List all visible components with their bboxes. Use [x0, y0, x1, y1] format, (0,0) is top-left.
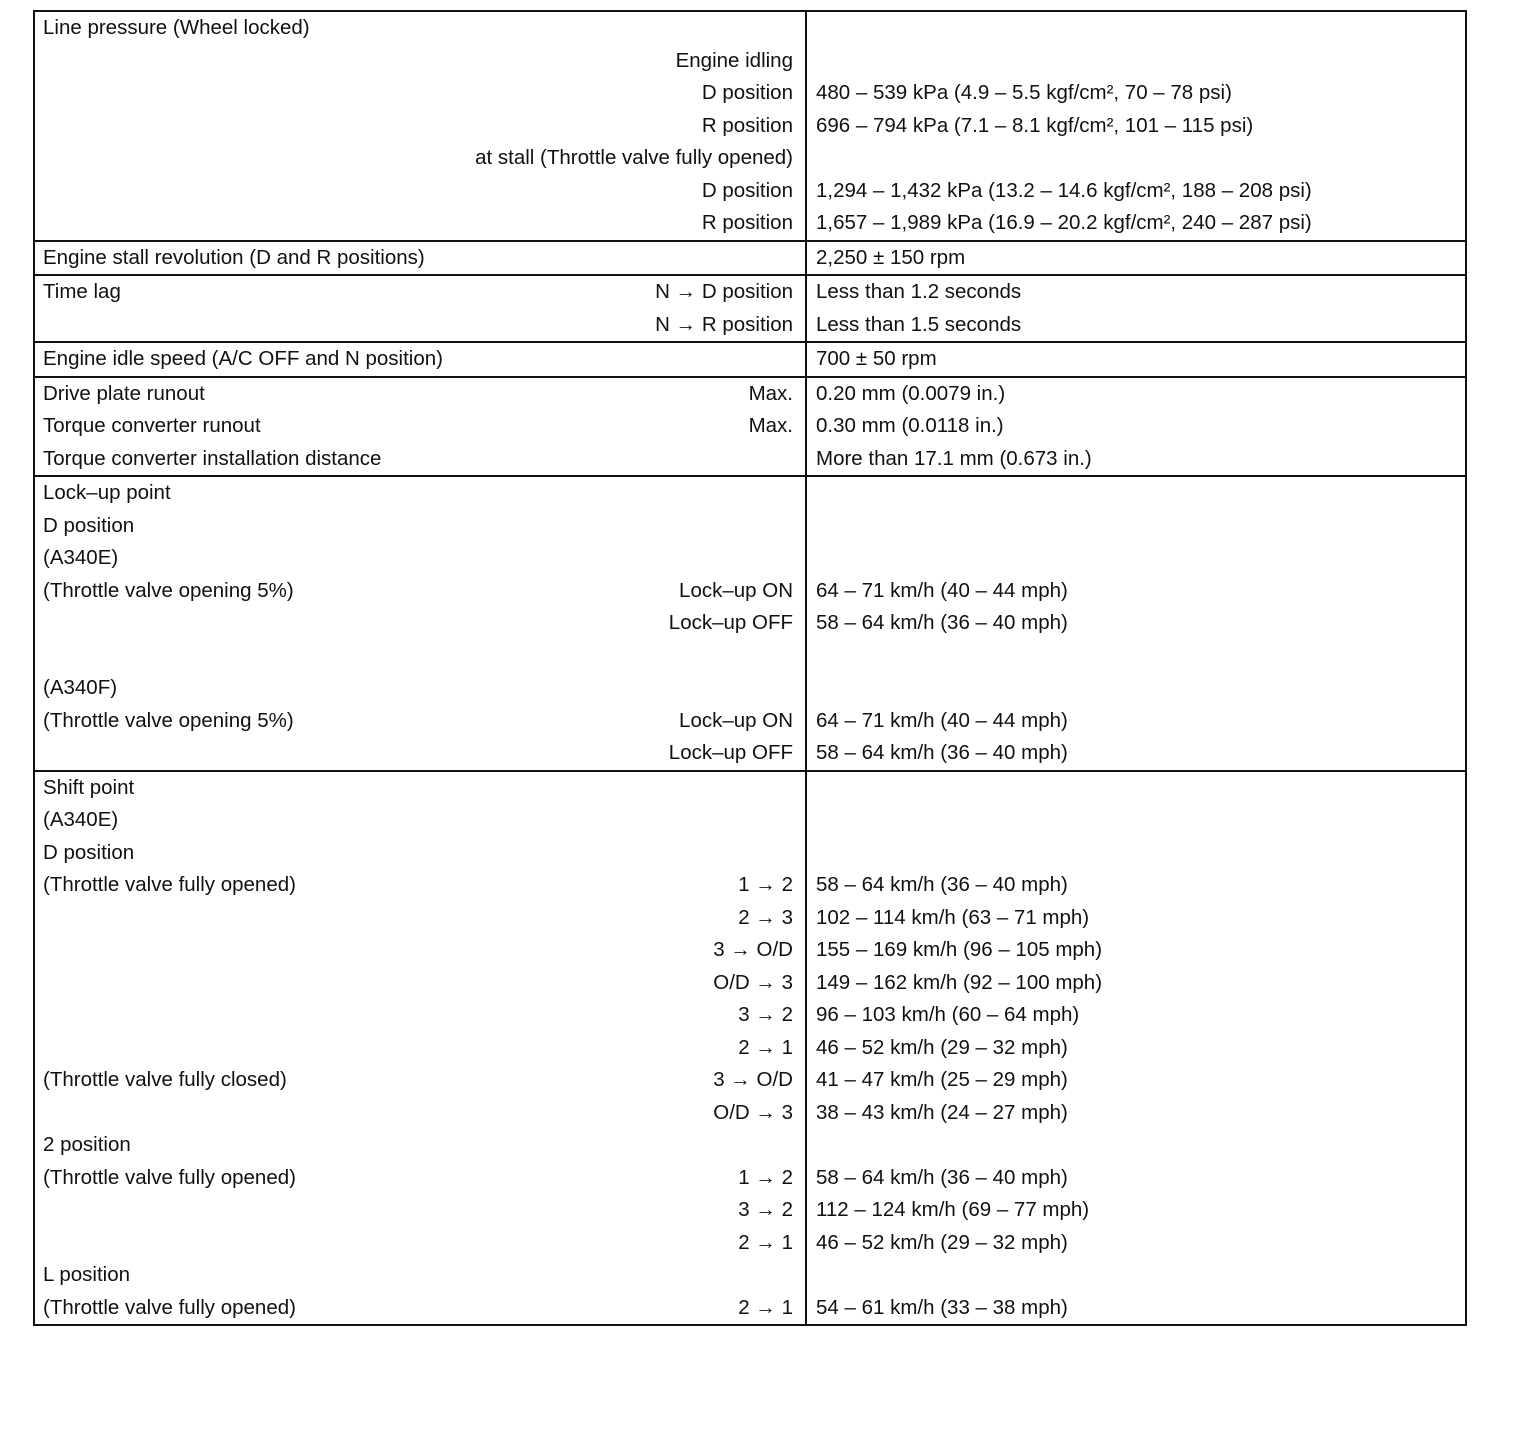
spec-item-label: Lock–up point — [43, 481, 171, 504]
spec-label-line — [43, 443, 793, 476]
spec-value: Less than 1.2 seconds — [816, 280, 1022, 303]
spec-value-line — [816, 1227, 1457, 1260]
spec-value-line — [816, 902, 1457, 935]
spec-value: 64 – 71 km/h (40 – 44 mph) — [816, 708, 1068, 732]
spec-value-line — [816, 772, 1457, 805]
spec-value: Less than 1.5 seconds — [816, 312, 1022, 336]
spec-value: 696 – 794 kPa (7.1 – 8.1 kgf/cm², 101 – 115 psi) — [816, 113, 1254, 137]
spec-label-line — [43, 672, 793, 705]
spec-value-line — [816, 110, 1457, 143]
spec-condition-label: Max. — [748, 381, 793, 405]
spec-label-line — [43, 410, 793, 443]
spec-label-line — [43, 804, 793, 837]
spec-label-line — [43, 1292, 793, 1325]
spec-condition-label: D position — [701, 178, 793, 202]
spec-label-cell — [35, 378, 807, 476]
spec-label-cell — [35, 12, 807, 240]
spec-value-cell — [807, 378, 1465, 476]
spec-section — [35, 475, 1465, 770]
spec-value: 1,657 – 1,989 kPa (16.9 – 20.2 kgf/cm², 240 – 287 psi) — [816, 211, 1312, 234]
spec-condition-label: 2 → 1 — [738, 1035, 793, 1059]
spec-label-line — [43, 1064, 793, 1097]
spec-section — [35, 376, 1465, 476]
spec-label-line — [43, 77, 793, 110]
spec-label-line — [43, 999, 793, 1032]
spec-condition-label: 2 → 3 — [738, 905, 793, 929]
spec-condition-label: 3 → 2 — [738, 1003, 793, 1026]
spec-section — [35, 12, 1465, 240]
spec-value: 0.20 mm (0.0079 in.) — [816, 381, 1006, 405]
spec-condition-label: O/D → 3 — [713, 1100, 793, 1124]
spec-value: 38 – 43 km/h (24 – 27 mph) — [816, 1100, 1068, 1124]
spec-value-line — [816, 804, 1457, 837]
spec-label-line — [43, 477, 793, 510]
spec-label-line — [43, 640, 793, 673]
spec-label-line — [43, 309, 793, 342]
spec-value-cell — [807, 12, 1465, 240]
spec-label-line — [43, 1032, 793, 1065]
spec-condition-label: at stall (Throttle valve fully opened) — [475, 146, 793, 169]
spec-value: 54 – 61 km/h (33 – 38 mph) — [816, 1295, 1068, 1319]
spec-value-line — [816, 1194, 1457, 1227]
spec-label-cell — [35, 343, 807, 376]
spec-value: 149 – 162 km/h (92 – 100 mph) — [816, 970, 1103, 994]
spec-value-line — [816, 12, 1457, 45]
spec-item-label: Drive plate runout — [43, 381, 205, 405]
spec-value: 0.30 mm (0.0118 in.) — [816, 414, 1004, 437]
spec-value-line — [816, 77, 1457, 110]
spec-value: 58 – 64 km/h (36 – 40 mph) — [816, 1165, 1068, 1189]
spec-label-line — [43, 607, 793, 640]
spec-item-label: Engine idle speed (A/C OFF and N position) — [43, 347, 443, 370]
spec-label-line — [43, 869, 793, 902]
spec-label-line — [43, 343, 793, 376]
spec-label-line — [43, 837, 793, 870]
spec-condition-label: 2 → 1 — [738, 1295, 793, 1319]
spec-value: 700 ± 50 rpm — [816, 347, 937, 370]
spec-label-line — [43, 1194, 793, 1227]
spec-value-line — [816, 542, 1457, 575]
spec-value-line — [816, 45, 1457, 78]
spec-condition-label: Lock–up OFF — [668, 741, 793, 764]
spec-item-label: (Throttle valve fully closed) — [43, 1068, 287, 1091]
spec-value-line — [816, 640, 1457, 673]
spec-value-cell — [807, 343, 1465, 376]
spec-value-line — [816, 1162, 1457, 1195]
spec-condition-label: Lock–up ON — [679, 578, 793, 602]
spec-item-label: Time lag — [43, 280, 121, 303]
spec-label-line — [43, 1129, 793, 1162]
spec-value-line — [816, 737, 1457, 770]
spec-value: 96 – 103 km/h (60 – 64 mph) — [816, 1003, 1080, 1026]
spec-condition-label: Max. — [748, 414, 793, 437]
spec-item-label: 2 position — [43, 1133, 131, 1156]
spec-item-label: (A340F) — [43, 676, 118, 699]
spec-condition-label: 2 → 1 — [738, 1230, 793, 1254]
spec-condition-label: 3 → O/D — [713, 1068, 793, 1091]
spec-item-label: Torque converter installation distance — [43, 446, 382, 470]
spec-label-cell — [35, 242, 807, 275]
spec-value-cell — [807, 477, 1465, 770]
spec-label-line — [43, 207, 793, 240]
spec-condition-label: 1 → 2 — [738, 1165, 793, 1189]
spec-label-line — [43, 575, 793, 608]
spec-value-line — [816, 705, 1457, 738]
spec-condition-label: N → R position — [655, 312, 793, 336]
spec-value-line — [816, 672, 1457, 705]
spec-value: 480 – 539 kPa (4.9 – 5.5 kgf/cm², 70 – 78 psi) — [816, 81, 1232, 104]
spec-label-cell — [35, 276, 807, 341]
spec-value-line — [816, 575, 1457, 608]
spec-item-label: D position — [43, 840, 135, 864]
spec-item-label: Torque converter runout — [43, 414, 261, 437]
spec-value: 1,294 – 1,432 kPa (13.2 – 14.6 kgf/cm², 188 – 208 psi) — [816, 178, 1312, 202]
spec-value-line — [816, 1032, 1457, 1065]
spec-value-line — [816, 207, 1457, 240]
spec-value: 64 – 71 km/h (40 – 44 mph) — [816, 578, 1068, 602]
spec-value-line — [816, 967, 1457, 1000]
spec-label-cell — [35, 477, 807, 770]
spec-condition-label: D position — [701, 81, 793, 104]
spec-value-line — [816, 1259, 1457, 1292]
spec-value-line — [816, 869, 1457, 902]
spec-label-line — [43, 242, 793, 275]
spec-condition-label: N → D position — [655, 280, 793, 303]
spec-item-label: (Throttle valve fully opened) — [43, 873, 296, 896]
spec-section — [35, 274, 1465, 341]
spec-value-line — [816, 1292, 1457, 1325]
spec-label-line — [43, 772, 793, 805]
spec-section — [35, 341, 1465, 376]
spec-value-line — [816, 142, 1457, 175]
spec-condition-label: R position — [701, 113, 793, 137]
spec-label-line — [43, 110, 793, 143]
spec-condition-label: 1 → 2 — [738, 873, 793, 896]
spec-item-label: (Throttle valve opening 5%) — [43, 578, 294, 602]
spec-item-label: D position — [43, 513, 135, 537]
spec-condition-label: 3 → 2 — [738, 1198, 793, 1221]
spec-label-line — [43, 934, 793, 967]
spec-value: 112 – 124 km/h (69 – 77 mph) — [816, 1198, 1090, 1221]
spec-label-line — [43, 510, 793, 543]
spec-label-cell — [35, 772, 807, 1325]
spec-label-line — [43, 378, 793, 411]
spec-value: 58 – 64 km/h (36 – 40 mph) — [816, 873, 1068, 896]
spec-value: 155 – 169 km/h (96 – 105 mph) — [816, 938, 1103, 961]
spec-label-line — [43, 142, 793, 175]
spec-value-line — [816, 607, 1457, 640]
spec-item-label: Engine stall revolution (D and R positions) — [43, 245, 425, 269]
spec-value-line — [816, 1064, 1457, 1097]
spec-value-cell — [807, 242, 1465, 275]
spec-table — [33, 10, 1467, 1326]
spec-value-line — [816, 477, 1457, 510]
spec-value: 102 – 114 km/h (63 – 71 mph) — [816, 905, 1090, 929]
spec-value: 58 – 64 km/h (36 – 40 mph) — [816, 611, 1068, 634]
spec-value: 2,250 ± 150 rpm — [816, 245, 966, 269]
spec-condition-label: R position — [701, 211, 793, 234]
spec-item-label: (Throttle valve opening 5%) — [43, 708, 294, 732]
spec-value-line — [816, 175, 1457, 208]
spec-section — [35, 770, 1465, 1325]
spec-condition-label: Engine idling — [675, 48, 793, 72]
spec-section — [35, 240, 1465, 275]
spec-label-line — [43, 1097, 793, 1130]
spec-condition-label: 3 → O/D — [713, 938, 793, 961]
spec-value: More than 17.1 mm (0.673 in.) — [816, 446, 1092, 470]
spec-label-line — [43, 542, 793, 575]
spec-condition-label: Lock–up ON — [679, 708, 793, 732]
spec-label-line — [43, 705, 793, 738]
spec-item-label: (A340E) — [43, 808, 119, 831]
spec-value: 46 – 52 km/h (29 – 32 mph) — [816, 1035, 1068, 1059]
spec-label-line — [43, 175, 793, 208]
spec-condition-label: Lock–up OFF — [668, 611, 793, 634]
spec-value-line — [816, 999, 1457, 1032]
spec-item-label: (A340E) — [43, 546, 119, 569]
spec-value: 41 – 47 km/h (25 – 29 mph) — [816, 1068, 1068, 1091]
spec-label-line — [43, 276, 793, 309]
spec-value-line — [816, 242, 1457, 275]
spec-label-line — [43, 12, 793, 45]
spec-value-line — [816, 276, 1457, 309]
spec-value: 58 – 64 km/h (36 – 40 mph) — [816, 741, 1068, 764]
spec-label-line — [43, 967, 793, 1000]
spec-value-line — [816, 934, 1457, 967]
spec-value-line — [816, 1129, 1457, 1162]
spec-label-line — [43, 45, 793, 78]
spec-value-line — [816, 510, 1457, 543]
spec-label-line — [43, 1259, 793, 1292]
spec-value: 46 – 52 km/h (29 – 32 mph) — [816, 1230, 1068, 1254]
spec-item-label: Line pressure (Wheel locked) — [43, 16, 310, 39]
spec-label-line — [43, 1162, 793, 1195]
spec-value-line — [816, 410, 1457, 443]
spec-value-line — [816, 1097, 1457, 1130]
spec-value-line — [816, 443, 1457, 476]
spec-label-line — [43, 902, 793, 935]
spec-value-line — [816, 343, 1457, 376]
spec-item-label: Shift point — [43, 775, 135, 799]
spec-value-cell — [807, 276, 1465, 341]
spec-value-cell — [807, 772, 1465, 1325]
spec-value-line — [816, 837, 1457, 870]
spec-item-label: L position — [43, 1263, 130, 1286]
spec-item-label: (Throttle valve fully opened) — [43, 1165, 296, 1189]
spec-label-line — [43, 1227, 793, 1260]
spec-value-line — [816, 378, 1457, 411]
spec-condition-label: O/D → 3 — [713, 970, 793, 994]
spec-value-line — [816, 309, 1457, 342]
spec-label-line — [43, 737, 793, 770]
spec-item-label: (Throttle valve fully opened) — [43, 1295, 296, 1319]
